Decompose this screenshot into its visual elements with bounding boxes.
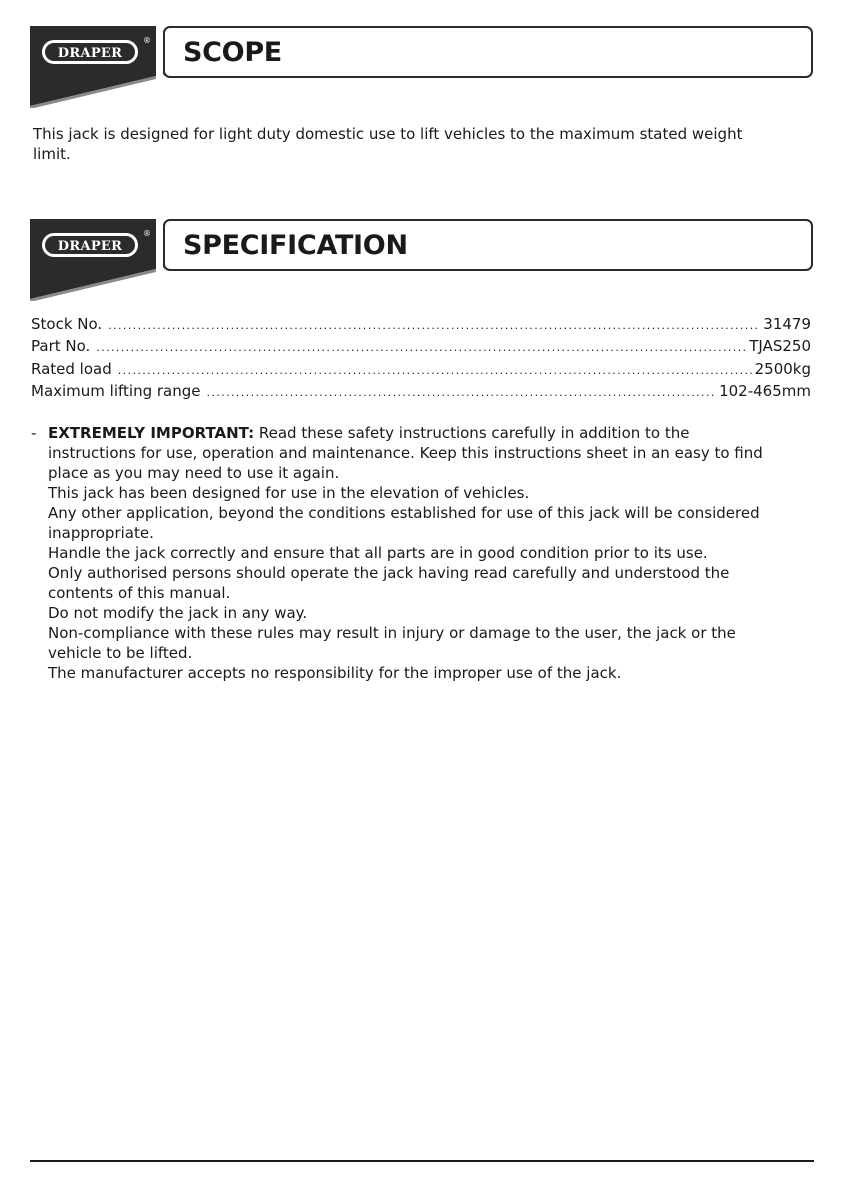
safety-line: place as you may need to use it again. — [48, 464, 340, 482]
spec-row-part-no — [31, 336, 811, 358]
spec-label: Maximum lifting range — [31, 381, 201, 400]
spec-label: Rated load — [31, 359, 112, 378]
important-label: EXTREMELY IMPORTANT: — [48, 424, 255, 442]
svg-text:DRAPER: DRAPER — [57, 239, 123, 254]
svg-text:DRAPER: DRAPER — [57, 46, 123, 61]
specification-title: SPECIFICATION — [183, 230, 408, 261]
dot-leader — [108, 316, 760, 336]
svg-text:®: ® — [143, 36, 151, 45]
footer-divider — [30, 1160, 814, 1162]
dot-leader — [207, 383, 717, 403]
safety-line: This jack has been designed for use in the elevation of vehicles. — [48, 484, 530, 502]
safety-lines — [48, 423, 811, 683]
spec-value: TJAS250 — [749, 337, 811, 356]
safety-line: Only authorised persons should operate the jack having read carefully and understood the — [48, 564, 730, 582]
scope-paragraph-line: This jack is designed for light duty domestic use to lift vehicles to the maximum stated weight — [33, 125, 743, 143]
specification-title-box — [163, 219, 813, 271]
safety-line: vehicle to be lifted. — [48, 644, 193, 662]
safety-line: The manufacturer accepts no responsibility for the improper use of the jack. — [48, 664, 622, 682]
spec-row-stock-no — [31, 314, 811, 336]
svg-text:®: ® — [143, 229, 151, 238]
scope-header — [30, 26, 818, 108]
safety-line: instructions for use, operation and maintenance. Keep this instructions sheet in an easy to find — [48, 444, 763, 462]
specification-header — [30, 219, 818, 301]
spec-row-rated-load — [31, 359, 811, 381]
bullet-dash: - — [31, 424, 37, 442]
dot-leader — [96, 338, 746, 358]
dot-leader — [118, 361, 752, 381]
safety-line: contents of this manual. — [48, 584, 231, 602]
spec-value: 102-465mm — [719, 381, 811, 400]
safety-line: inappropriate. — [48, 524, 154, 542]
spec-value: 2500kg — [754, 359, 811, 378]
scope-paragraph-line: limit. — [33, 145, 71, 163]
spec-value: 31479 — [763, 315, 811, 333]
scope-title-box — [163, 26, 813, 78]
draper-logo — [30, 219, 158, 301]
spec-label: Stock No. — [31, 315, 103, 333]
draper-logo — [30, 26, 158, 108]
safety-line — [48, 423, 811, 443]
scope-paragraph — [33, 124, 813, 164]
spec-row-lifting-range — [31, 381, 811, 403]
safety-line-text: Read these safety instructions carefully in addition to the — [254, 424, 690, 442]
safety-line: Non-compliance with these rules may result in injury or damage to the user, the jack or the — [48, 624, 736, 642]
safety-instructions — [31, 423, 811, 683]
safety-line: Handle the jack correctly and ensure that all parts are in good condition prior to its use. — [48, 544, 708, 562]
spec-label: Part No. — [31, 337, 91, 356]
specification-list — [31, 314, 811, 403]
safety-line: Any other application, beyond the conditions established for use of this jack will be considered — [48, 504, 760, 522]
scope-title: SCOPE — [183, 37, 282, 68]
safety-line: Do not modify the jack in any way. — [48, 604, 308, 622]
